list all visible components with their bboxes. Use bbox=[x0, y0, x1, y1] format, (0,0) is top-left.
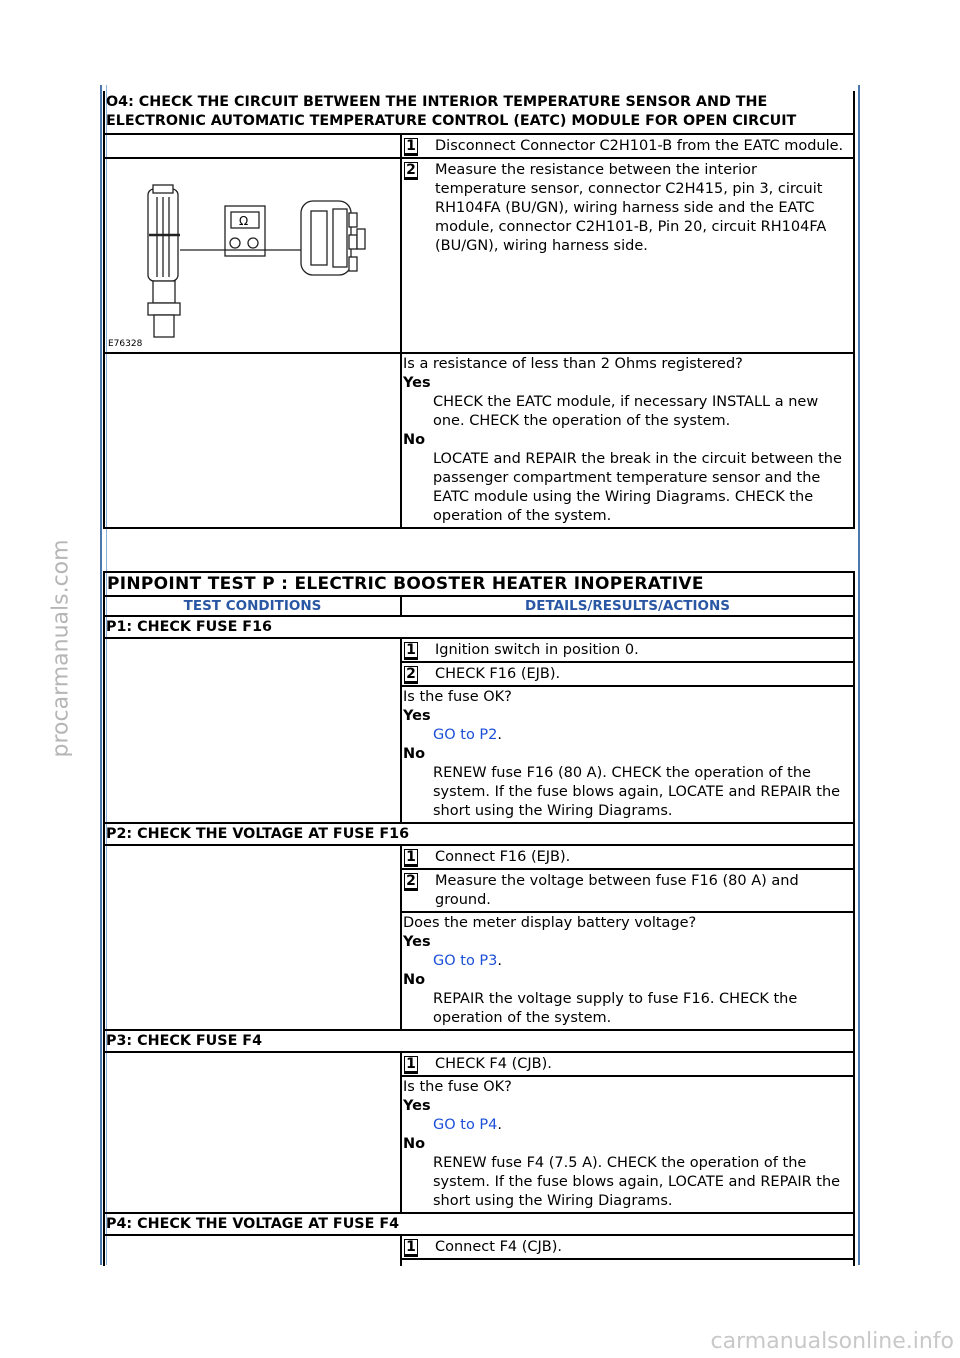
step-number: 2 bbox=[404, 873, 418, 891]
step bbox=[402, 846, 853, 870]
step bbox=[402, 1053, 853, 1077]
o4-result-row bbox=[105, 352, 853, 527]
p2-steps-row bbox=[105, 844, 853, 1029]
question: Is the fuse OK? bbox=[403, 1079, 512, 1095]
step-text: CHECK F4 (CJB). bbox=[435, 1056, 552, 1072]
side-watermark: procarmanuals.com bbox=[48, 539, 74, 758]
pinpoint-title: PINPOINT TEST P : ELECTRIC BOOSTER HEATER INOPERATIVE bbox=[107, 574, 704, 594]
step-number: 1 bbox=[404, 642, 418, 660]
step bbox=[402, 159, 853, 257]
no-label: No bbox=[403, 972, 426, 988]
p2-title: P2: CHECK THE VOLTAGE AT FUSE F16 bbox=[105, 822, 853, 844]
col-test-conditions: TEST CONDITIONS bbox=[105, 597, 402, 615]
question: Does the meter display battery voltage? bbox=[403, 915, 697, 931]
yes-action: CHECK the EATC module, if necessary INSTALL a new one. CHECK the operation of the system. bbox=[433, 394, 819, 429]
page-right-rule bbox=[858, 85, 860, 1265]
p1-results: Is the fuse OK? Yes GO to P2. No RENEW fuse F16 (80 A). CHECK the operation of the system. If the fuse blows again, LOCATE and REPAIR the short using the Wiring Diagrams. bbox=[402, 687, 853, 822]
p1-steps-row bbox=[105, 637, 853, 822]
p3-steps-row bbox=[105, 1051, 853, 1212]
go-to-p4-link[interactable]: GO to P4 bbox=[433, 1117, 498, 1133]
bottom-watermark: carmanualsonline.info bbox=[710, 1329, 954, 1354]
module-connector-illustration bbox=[301, 201, 365, 275]
o4-step-row-1 bbox=[105, 133, 853, 157]
step-number: 1 bbox=[404, 138, 418, 156]
step-text: Connect F4 (CJB). bbox=[435, 1239, 563, 1255]
step-number: 2 bbox=[404, 162, 418, 180]
o4-results bbox=[402, 354, 853, 527]
step bbox=[402, 870, 853, 913]
col-details-results: DETAILS/RESULTS/ACTIONS bbox=[525, 598, 730, 614]
step bbox=[402, 1236, 853, 1260]
step bbox=[402, 663, 853, 687]
step bbox=[402, 135, 853, 157]
figure-label: E76328 bbox=[108, 339, 143, 349]
p1-title: P1: CHECK FUSE F16 bbox=[105, 615, 853, 637]
no-action: REPAIR the voltage supply to fuse F16. CHECK the operation of the system. bbox=[433, 991, 798, 1026]
p3-results: Is the fuse OK? Yes GO to P4. No RENEW fuse F4 (7.5 A). CHECK the operation of the system. If the fuse blows again, LOCATE and REPAIR the short using the Wiring Diagrams. bbox=[402, 1077, 853, 1212]
column-headers bbox=[105, 595, 853, 615]
go-to-p3-link[interactable]: GO to P3 bbox=[433, 953, 498, 969]
section-o4-title: O4: CHECK THE CIRCUIT BETWEEN THE INTERIOR TEMPERATURE SENSOR AND THE ELECTRONIC AUTOMATIC TEMPERATURE CONTROL (EATC) MODULE FOR OPEN CIRCUIT bbox=[106, 94, 797, 129]
yes-label: Yes bbox=[403, 708, 431, 724]
page-left-rule bbox=[100, 85, 102, 1265]
no-action: RENEW fuse F4 (7.5 A). CHECK the operation of the system. If the fuse blows again, LOCATE and REPAIR the short using the Wiring Diagrams. bbox=[433, 1155, 841, 1209]
connector-diagram bbox=[105, 159, 400, 350]
step-number: 1 bbox=[404, 1056, 418, 1074]
step-text: Disconnect Connector C2H101-B from the EATC module. bbox=[435, 138, 844, 154]
step-number: 1 bbox=[404, 849, 418, 867]
question: Is the fuse OK? bbox=[403, 689, 512, 705]
o4-step-row-2 bbox=[105, 157, 853, 352]
p2-results: Does the meter display battery voltage? Yes GO to P3. No REPAIR the voltage supply to fuse F16. CHECK the operation of the system. bbox=[402, 913, 853, 1029]
yes-label: Yes bbox=[403, 1098, 431, 1114]
meter-symbol: Ω bbox=[239, 214, 249, 228]
p3-title: P3: CHECK FUSE F4 bbox=[105, 1029, 853, 1051]
question: Is a resistance of less than 2 Ohms registered? bbox=[403, 356, 743, 372]
p4-steps-row bbox=[105, 1234, 853, 1266]
step-text: Connect F16 (EJB). bbox=[435, 849, 571, 865]
step-text: CHECK F16 (EJB). bbox=[435, 666, 561, 682]
o4-figure-cell bbox=[105, 159, 402, 352]
p4-title: P4: CHECK THE VOLTAGE AT FUSE F4 bbox=[105, 1212, 853, 1234]
step-text: Measure the resistance between the interior temperature sensor, connector C2H415, pin 3, circuit RH104FA (BU/GN), wiring harness side and the EATC module, connector C2H101-B, Pin 20, circuit RH104FA (BU/GN), wiring harness side. bbox=[435, 162, 827, 254]
yes-label: Yes bbox=[403, 375, 431, 391]
go-to-p2-link[interactable]: GO to P2 bbox=[433, 727, 498, 743]
step bbox=[402, 639, 853, 663]
step-number: 1 bbox=[404, 1239, 418, 1257]
sensor-connector-illustration bbox=[148, 185, 180, 337]
no-action: RENEW fuse F16 (80 A). CHECK the operation of the system. If the fuse blows again, LOCATE and REPAIR the short using the Wiring Diagrams. bbox=[433, 765, 841, 819]
step-text: Measure the voltage between fuse F16 (80 A) and ground. bbox=[435, 873, 799, 908]
step-number: 2 bbox=[404, 666, 418, 684]
no-label: No bbox=[403, 746, 426, 762]
yes-label: Yes bbox=[403, 934, 431, 950]
no-label: No bbox=[403, 1136, 426, 1152]
no-action: LOCATE and REPAIR the break in the circuit between the passenger compartment temperature sensor and the EATC module using the Wiring Diagrams. CHECK the operation of the system. bbox=[433, 451, 842, 524]
section-o4 bbox=[103, 91, 855, 529]
step-text: Ignition switch in position 0. bbox=[435, 642, 639, 658]
no-label: No bbox=[403, 432, 426, 448]
pinpoint-test-p bbox=[103, 571, 855, 1266]
